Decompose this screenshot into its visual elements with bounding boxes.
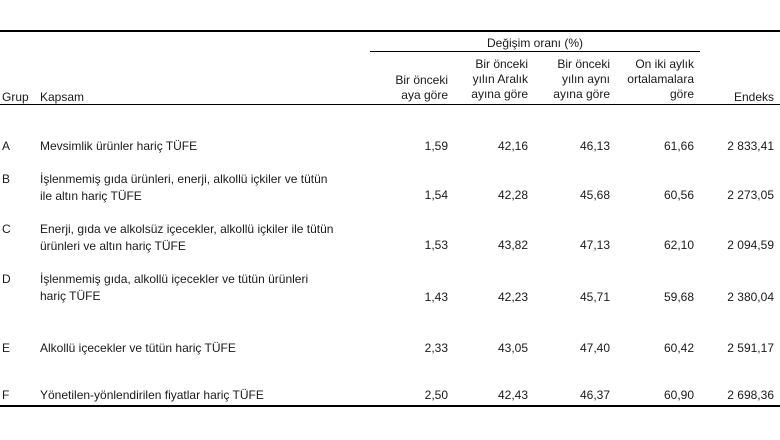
row-prev-year: 46,13 xyxy=(579,139,610,153)
row-grup: D xyxy=(2,272,11,286)
row-12m-average: 60,56 xyxy=(663,188,694,202)
col-header-prev-december: Bir önceki yılın Aralık ayına göre xyxy=(471,57,528,101)
row-grup: B xyxy=(2,172,11,186)
header-bottom-rule xyxy=(0,104,780,105)
col-header-prev-year: Bir önceki yılın aynı ayına göre xyxy=(553,57,610,101)
row-prev-december: 43,05 xyxy=(497,341,528,355)
row-kapsam: Yönetilen-yönlendirilen fiyatlar hariç TÜFE xyxy=(40,388,264,402)
col-header-kapsam: Kapsam xyxy=(40,90,85,104)
row-grup: F xyxy=(2,388,10,402)
row-prev-year: 45,71 xyxy=(579,290,610,304)
row-kapsam-line-1: İşlenmemiş gıda ürünleri, enerji, alkollü içkiler ve tütün xyxy=(40,172,328,186)
row-prev-year: 45,68 xyxy=(579,188,610,202)
row-prev-month: 2,50 xyxy=(424,388,448,402)
col-header-12m-average: On iki aylık ortalamalara göre xyxy=(627,57,694,101)
row-prev-december: 42,16 xyxy=(497,139,528,153)
row-index: 2 591,17 xyxy=(727,341,774,355)
row-prev-year: 46,37 xyxy=(579,388,610,402)
change-rate-group-title: Değişim oranı (%) xyxy=(486,36,584,50)
row-prev-december: 42,28 xyxy=(497,188,528,202)
row-kapsam-line-1: Enerji, gıda ve alkolsüz içecekler, alkollü içkiler ile tütün xyxy=(40,222,334,236)
row-prev-december: 43,82 xyxy=(497,238,528,252)
row-12m-average: 59,68 xyxy=(663,290,694,304)
col-header-prev-month: Bir önceki aya göre xyxy=(395,73,448,102)
row-12m-average: 60,90 xyxy=(663,388,694,402)
row-kapsam-line-2: ürünleri ve altın hariç TÜFE xyxy=(40,239,186,253)
row-prev-year: 47,40 xyxy=(579,341,610,355)
row-prev-month: 1,53 xyxy=(424,238,448,252)
col-header-index: Endeks xyxy=(733,90,774,104)
table-bottom-rule xyxy=(0,405,780,407)
row-kapsam-line-2: hariç TÜFE xyxy=(40,289,101,303)
row-kapsam: Alkollü içecekler ve tütün hariç TÜFE xyxy=(40,341,236,355)
row-prev-month: 1,59 xyxy=(424,139,448,153)
row-grup: E xyxy=(2,341,11,355)
row-prev-month: 2,33 xyxy=(424,341,448,355)
row-index: 2 380,04 xyxy=(727,290,774,304)
row-grup: A xyxy=(2,139,11,153)
table-top-rule xyxy=(0,30,780,32)
row-kapsam: Mevsimlik ürünler hariç TÜFE xyxy=(40,139,198,153)
row-12m-average: 61,66 xyxy=(663,139,694,153)
row-prev-month: 1,43 xyxy=(424,290,448,304)
row-12m-average: 60,42 xyxy=(663,341,694,355)
row-prev-year: 47,13 xyxy=(579,238,610,252)
row-kapsam-line-2: ile altın hariç TÜFE xyxy=(40,189,142,203)
row-index: 2 094,59 xyxy=(727,238,774,252)
row-index: 2 698,36 xyxy=(727,388,774,402)
row-index: 2 833,41 xyxy=(727,139,774,153)
row-index: 2 273,05 xyxy=(727,188,774,202)
col-header-grup: Grup xyxy=(2,90,29,104)
row-grup: C xyxy=(2,222,11,236)
row-prev-month: 1,54 xyxy=(424,188,448,202)
row-prev-december: 42,43 xyxy=(497,388,528,402)
group-header-rule xyxy=(370,51,700,52)
row-12m-average: 62,10 xyxy=(663,238,694,252)
row-kapsam-line-1: İşlenmemiş gıda, alkollü içecekler ve tütün ürünleri xyxy=(40,272,309,286)
row-prev-december: 42,23 xyxy=(497,290,528,304)
